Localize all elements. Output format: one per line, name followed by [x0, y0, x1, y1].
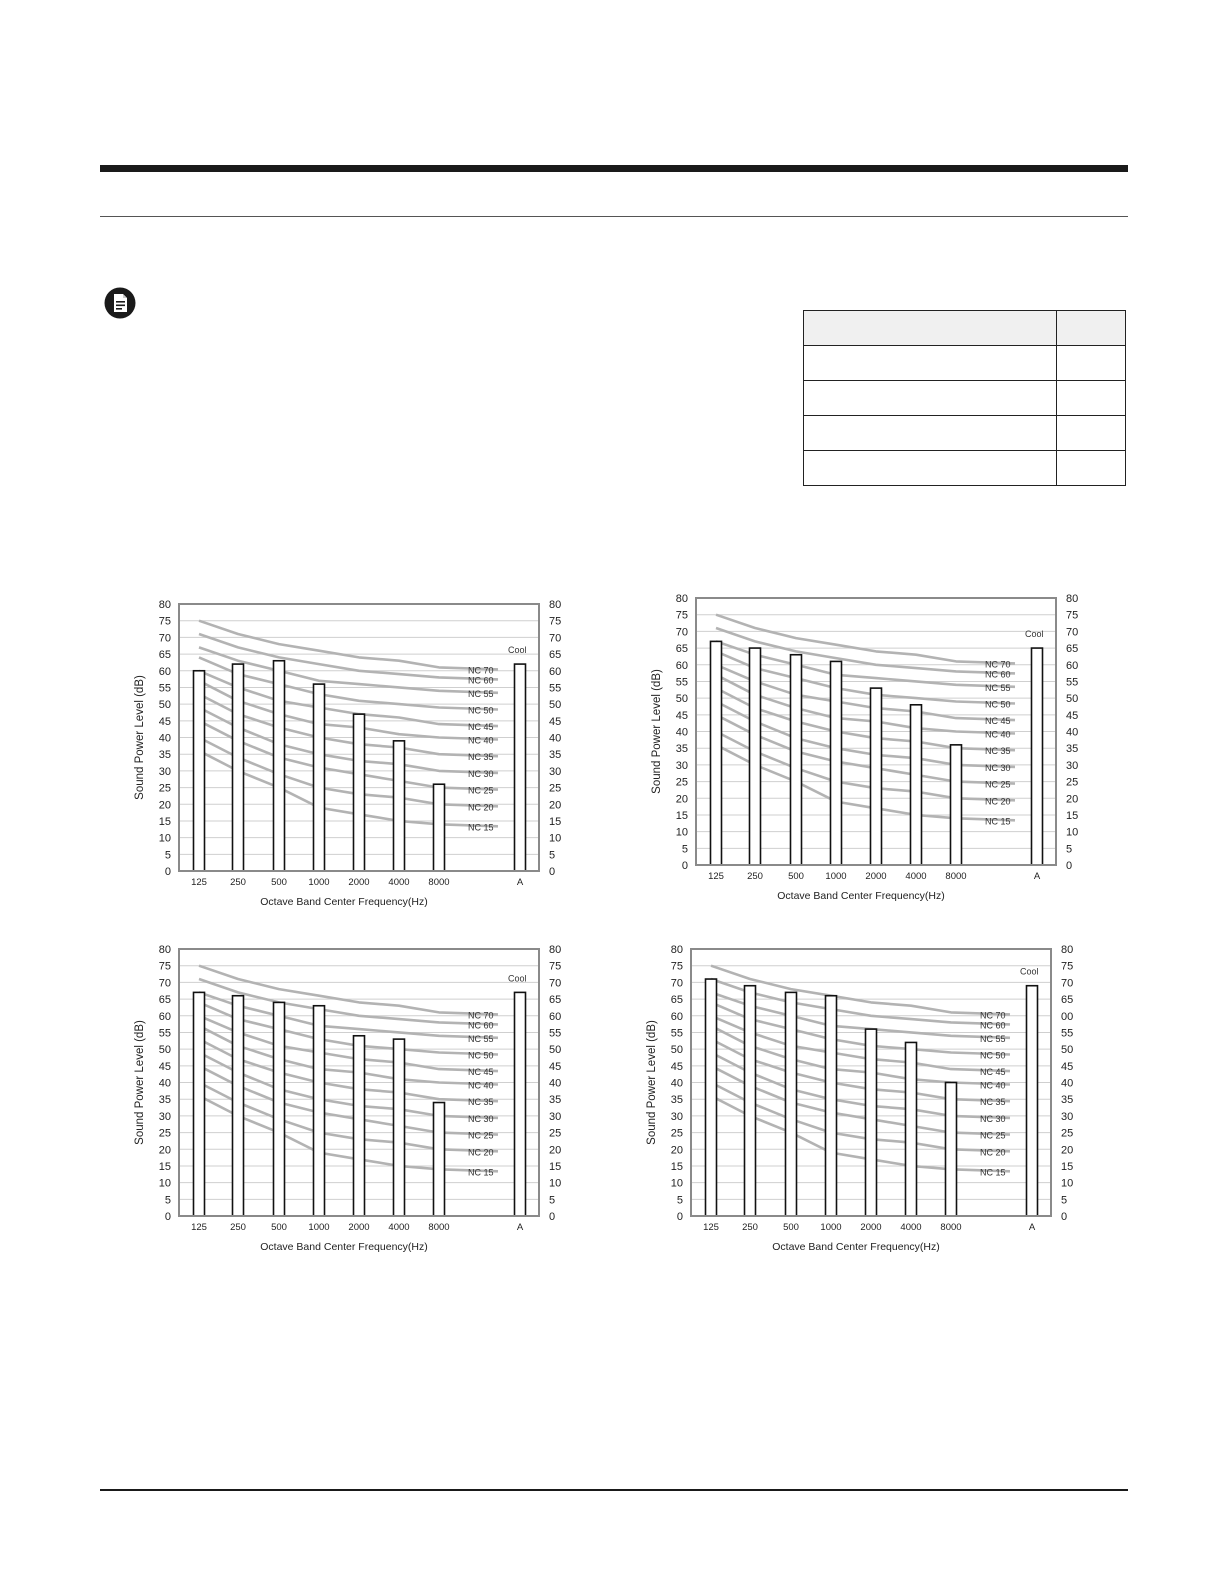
y-tick-label-right: 50 — [549, 699, 562, 712]
x-tick-label: 1000 — [825, 871, 847, 882]
y-tick-label-left: 20 — [670, 1144, 683, 1157]
spec-cell — [804, 416, 1057, 451]
y-tick-label-left: 65 — [158, 994, 171, 1007]
y-tick-label-right: 75 — [549, 960, 562, 973]
y-tick-label-left: 75 — [158, 615, 171, 628]
nc-curve-label: NC 45 — [468, 1067, 494, 1078]
y-tick-label-left: 55 — [158, 682, 171, 695]
nc-curve-label: NC 50 — [980, 1050, 1006, 1061]
spec-table-row — [804, 416, 1126, 451]
y-tick-label-right: 75 — [1061, 960, 1074, 973]
bar — [194, 992, 205, 1216]
y-tick-label-left: 25 — [670, 1127, 683, 1140]
nc-curve-label: NC 50 — [468, 705, 494, 716]
bar — [911, 705, 922, 865]
y-tick-label-left: 70 — [158, 977, 171, 990]
nc-curve-label: NC 35 — [468, 1097, 494, 1108]
bar — [791, 655, 802, 865]
bar — [1027, 986, 1038, 1216]
bar — [866, 1029, 877, 1216]
y-tick-label-right: 60 — [549, 1010, 562, 1023]
nc-curve-label: NC 30 — [468, 1113, 494, 1124]
y-tick-label-right: 15 — [1066, 809, 1079, 822]
bar — [394, 1039, 405, 1216]
y-tick-label-left: 10 — [675, 826, 688, 839]
x-tick-label: 2000 — [348, 1222, 370, 1233]
x-axis-title: Octave Band Center Frequency(Hz) — [772, 1241, 940, 1253]
spec-table-header — [804, 311, 1126, 346]
nc-curve-label: NC 20 — [985, 796, 1011, 807]
bar — [354, 714, 365, 871]
y-tick-label-right: 25 — [1066, 776, 1079, 789]
y-tick-label-left: 80 — [675, 593, 688, 605]
spec-cell — [1057, 346, 1126, 381]
spec-table-row — [804, 346, 1126, 381]
chart-svg — [640, 937, 1095, 1267]
nc-curve-label: NC 50 — [985, 699, 1011, 710]
y-tick-label-right: 15 — [549, 1160, 562, 1173]
y-tick-label-left: 40 — [675, 726, 688, 739]
y-tick-label-left: 55 — [670, 1027, 683, 1040]
nc-curve-label: NC 40 — [985, 729, 1011, 740]
y-tick-label-left: 60 — [675, 659, 688, 672]
nc-curve-label: NC 70 — [985, 659, 1011, 670]
y-tick-label-right: 0 — [1066, 860, 1073, 872]
x-tick-label: A — [516, 877, 524, 888]
x-tick-label: 125 — [708, 871, 724, 882]
bar — [831, 661, 842, 865]
spec-cell — [804, 451, 1057, 486]
y-tick-label-right: 0 — [549, 866, 556, 878]
x-tick-label: A — [516, 1222, 524, 1233]
y-tick-label-right: 25 — [549, 782, 562, 795]
nc-curve-label: NC 45 — [980, 1067, 1006, 1078]
x-tick-label: 2000 — [865, 871, 887, 882]
x-axis-title: Octave Band Center Frequency(Hz) — [260, 896, 428, 908]
nc-curve-label: NC 15 — [980, 1167, 1006, 1178]
y-tick-label-right: 75 — [1066, 609, 1079, 622]
spec-cell — [1057, 451, 1126, 486]
nc-curve-label: NC 60 — [468, 1020, 494, 1031]
bar — [826, 996, 837, 1216]
x-tick-label: 125 — [191, 1222, 207, 1233]
y-axis-title: Sound Power Level (dB) — [646, 1020, 658, 1145]
nc-curve-label: NC 70 — [980, 1010, 1006, 1021]
y-tick-label-left: 25 — [158, 1127, 171, 1140]
y-tick-label-right: 45 — [1066, 709, 1079, 722]
y-tick-label-left: 80 — [670, 944, 683, 956]
y-tick-label-left: 40 — [670, 1077, 683, 1090]
y-tick-label-right: 60 — [549, 665, 562, 678]
x-tick-label: 500 — [271, 877, 287, 888]
y-tick-label-right: 20 — [1066, 793, 1079, 806]
bar — [706, 979, 717, 1216]
nc-curve-label: NC 25 — [980, 1130, 1006, 1141]
y-tick-label-right: 55 — [1061, 1027, 1074, 1040]
y-tick-label-left: 30 — [158, 765, 171, 778]
nc-curve-label: NC 25 — [985, 779, 1011, 790]
document-note-icon — [104, 287, 136, 319]
y-tick-label-right: 55 — [549, 1027, 562, 1040]
bar — [314, 684, 325, 871]
y-tick-label-right: 45 — [1061, 1060, 1074, 1073]
x-tick-label: 500 — [783, 1222, 799, 1233]
bar — [314, 1006, 325, 1216]
y-tick-label-right: 65 — [549, 649, 562, 662]
y-tick-label-left: 70 — [670, 977, 683, 990]
nc-curve-label: NC 40 — [468, 1080, 494, 1091]
y-tick-label-left: 20 — [158, 1144, 171, 1157]
y-tick-label-right: 65 — [1061, 994, 1074, 1007]
y-tick-label-right: 50 — [1066, 693, 1079, 706]
bar — [434, 1103, 445, 1216]
x-tick-label: 1000 — [308, 877, 330, 888]
footer-rule — [100, 1489, 1128, 1491]
nc-curve-label: NC 40 — [980, 1080, 1006, 1091]
y-tick-label-right: 35 — [549, 1094, 562, 1107]
y-tick-label-left: 25 — [158, 782, 171, 795]
y-tick-label-right: 5 — [549, 1194, 556, 1207]
bar — [951, 745, 962, 865]
bar — [1032, 648, 1043, 865]
y-tick-label-right: 30 — [1061, 1110, 1074, 1123]
nc-curve-label: NC 25 — [468, 1130, 494, 1141]
y-tick-label-right: 40 — [549, 1077, 562, 1090]
x-tick-label: 500 — [788, 871, 804, 882]
y-tick-label-right: 30 — [1066, 759, 1079, 772]
y-tick-label-left: 45 — [675, 709, 688, 722]
x-tick-label: 250 — [747, 871, 763, 882]
nc-curve-label: NC 55 — [980, 1033, 1006, 1044]
y-tick-label-left: 5 — [164, 1194, 171, 1207]
nc-curve-label: NC 30 — [468, 768, 494, 779]
y-tick-label-right: 20 — [549, 1144, 562, 1157]
y-tick-label-left: 35 — [158, 749, 171, 762]
y-tick-label-right: 50 — [549, 1044, 562, 1057]
y-tick-label-right: 80 — [549, 599, 562, 611]
bar — [515, 664, 526, 871]
spec-cell — [804, 346, 1057, 381]
spec-cell — [1057, 416, 1126, 451]
y-tick-label-right: 55 — [1066, 676, 1079, 689]
y-tick-label-right: 25 — [549, 1127, 562, 1140]
nc-curve-label: NC 25 — [468, 785, 494, 796]
y-tick-label-left: 15 — [158, 815, 171, 828]
nc-curve-label: NC 20 — [468, 1147, 494, 1158]
chart-svg — [128, 592, 583, 922]
bar-label-cool: Cool — [1025, 629, 1044, 640]
bar — [871, 688, 882, 865]
nc-curve-label: NC 15 — [468, 822, 494, 833]
y-tick-label-right: 5 — [1061, 1194, 1068, 1207]
x-tick-label: 500 — [271, 1222, 287, 1233]
x-tick-label: 1000 — [308, 1222, 330, 1233]
y-tick-label-left: 30 — [675, 759, 688, 772]
bar — [274, 661, 285, 871]
y-tick-label-right: 40 — [549, 732, 562, 745]
y-tick-label-left: 10 — [670, 1177, 683, 1190]
y-tick-label-right: 45 — [549, 715, 562, 728]
y-tick-label-left: 5 — [681, 843, 688, 856]
y-tick-label-right: 10 — [1061, 1177, 1074, 1190]
x-axis-title: Octave Band Center Frequency(Hz) — [777, 890, 945, 902]
y-tick-label-left: 5 — [676, 1194, 683, 1207]
bar-label-cool: Cool — [1020, 966, 1039, 977]
bar — [434, 784, 445, 871]
bar-label-cool: Cool — [508, 973, 527, 984]
y-tick-label-right: 00 — [1061, 1010, 1074, 1023]
x-tick-label: 4000 — [905, 871, 927, 882]
y-tick-label-left: 65 — [158, 649, 171, 662]
chart-svg — [128, 937, 583, 1267]
nc-curve-label: NC 70 — [468, 665, 494, 676]
nc-curve-label: NC 40 — [468, 735, 494, 746]
nc-curve-label: NC 35 — [985, 746, 1011, 757]
x-tick-label: 8000 — [428, 1222, 450, 1233]
y-tick-label-left: 0 — [676, 1211, 683, 1223]
x-tick-label: A — [1028, 1222, 1036, 1233]
y-tick-label-left: 0 — [164, 866, 171, 878]
nc-curve-label: NC 60 — [985, 669, 1011, 680]
x-tick-label: 250 — [742, 1222, 758, 1233]
nc-curve-label: NC 30 — [980, 1113, 1006, 1124]
bar — [786, 992, 797, 1216]
nc-curve-label: NC 45 — [468, 722, 494, 733]
y-tick-label-right: 20 — [549, 799, 562, 812]
y-tick-label-right: 80 — [549, 944, 562, 956]
y-axis-title: Sound Power Level (dB) — [134, 675, 146, 800]
y-tick-label-left: 10 — [158, 832, 171, 845]
y-tick-label-right: 60 — [1066, 659, 1079, 672]
bar — [946, 1083, 957, 1217]
nc-curve-label: NC 55 — [468, 688, 494, 699]
bar — [750, 648, 761, 865]
spec-cell — [1057, 311, 1126, 346]
nc-curve-label: NC 60 — [980, 1020, 1006, 1031]
nc-chart-bottom-right — [640, 937, 1095, 1267]
y-tick-label-right: 5 — [549, 849, 556, 862]
x-tick-label: 125 — [703, 1222, 719, 1233]
bar — [233, 996, 244, 1216]
y-tick-label-right: 5 — [1066, 843, 1073, 856]
y-tick-label-right: 15 — [1061, 1160, 1074, 1173]
y-tick-label-right: 70 — [549, 632, 562, 645]
y-tick-label-right: 30 — [549, 765, 562, 778]
y-tick-label-left: 40 — [158, 732, 171, 745]
nc-chart-bottom-left — [128, 937, 583, 1267]
y-tick-label-left: 65 — [675, 643, 688, 656]
y-tick-label-left: 65 — [670, 994, 683, 1007]
y-tick-label-left: 45 — [158, 1060, 171, 1073]
spec-table-row — [804, 451, 1126, 486]
x-tick-label: 4000 — [388, 1222, 410, 1233]
y-tick-label-right: 75 — [549, 615, 562, 628]
x-tick-label: 4000 — [388, 877, 410, 888]
x-tick-label: 4000 — [900, 1222, 922, 1233]
nc-curve-label: NC 50 — [468, 1050, 494, 1061]
nc-curve-label: NC 55 — [985, 682, 1011, 693]
bar — [274, 1002, 285, 1216]
y-tick-label-left: 45 — [670, 1060, 683, 1073]
y-tick-label-left: 30 — [158, 1110, 171, 1123]
y-tick-label-left: 55 — [675, 676, 688, 689]
y-tick-label-right: 80 — [1066, 593, 1079, 605]
y-tick-label-right: 80 — [1061, 944, 1074, 956]
bar — [711, 641, 722, 865]
y-tick-label-left: 15 — [675, 809, 688, 822]
y-tick-label-right: 15 — [549, 815, 562, 828]
y-tick-label-right: 0 — [1061, 1211, 1068, 1223]
x-tick-label: A — [1033, 871, 1041, 882]
spec-table — [803, 310, 1126, 486]
nc-curve-label: NC 45 — [985, 716, 1011, 727]
y-tick-label-left: 30 — [670, 1110, 683, 1123]
y-tick-label-right: 70 — [1061, 977, 1074, 990]
spec-cell — [804, 311, 1057, 346]
nc-curve-label: NC 30 — [985, 762, 1011, 773]
bar-label-cool: Cool — [508, 645, 527, 656]
y-tick-label-left: 35 — [675, 743, 688, 756]
y-tick-label-left: 80 — [158, 944, 171, 956]
y-tick-label-left: 0 — [164, 1211, 171, 1223]
y-tick-label-right: 25 — [1061, 1127, 1074, 1140]
header-rule-thick — [100, 165, 1128, 172]
x-tick-label: 250 — [230, 877, 246, 888]
y-tick-label-left: 10 — [158, 1177, 171, 1190]
x-tick-label: 8000 — [945, 871, 967, 882]
y-tick-label-left: 70 — [675, 626, 688, 639]
nc-curve-label: NC 35 — [980, 1097, 1006, 1108]
y-tick-label-left: 75 — [675, 609, 688, 622]
bar — [394, 741, 405, 871]
nc-curve-label: NC 20 — [980, 1147, 1006, 1158]
y-tick-label-left: 50 — [670, 1044, 683, 1057]
x-tick-label: 2000 — [348, 877, 370, 888]
y-tick-label-right: 10 — [1066, 826, 1079, 839]
y-tick-label-left: 35 — [158, 1094, 171, 1107]
nc-curve-label: NC 20 — [468, 802, 494, 813]
y-tick-label-right: 35 — [1061, 1094, 1074, 1107]
y-tick-label-left: 70 — [158, 632, 171, 645]
y-tick-label-left: 5 — [164, 849, 171, 862]
y-tick-label-left: 55 — [158, 1027, 171, 1040]
x-axis-title: Octave Band Center Frequency(Hz) — [260, 1241, 428, 1253]
nc-curve-label: NC 55 — [468, 1033, 494, 1044]
y-tick-label-right: 70 — [549, 977, 562, 990]
nc-curve-label: NC 15 — [985, 816, 1011, 827]
x-tick-label: 2000 — [860, 1222, 882, 1233]
y-tick-label-left: 20 — [675, 793, 688, 806]
y-tick-label-right: 55 — [549, 682, 562, 695]
nc-curve-label: NC 35 — [468, 752, 494, 763]
x-tick-label: 8000 — [428, 877, 450, 888]
y-tick-label-right: 35 — [1066, 743, 1079, 756]
y-tick-label-left: 20 — [158, 799, 171, 812]
y-tick-label-left: 45 — [158, 715, 171, 728]
nc-chart-top-right — [645, 586, 1100, 916]
y-tick-label-left: 0 — [681, 860, 688, 872]
spec-table-row — [804, 381, 1126, 416]
y-tick-label-left: 50 — [158, 699, 171, 712]
nc-curve-label: NC 60 — [468, 675, 494, 686]
y-tick-label-right: 65 — [549, 994, 562, 1007]
chart-svg — [645, 586, 1100, 916]
y-tick-label-right: 40 — [1061, 1077, 1074, 1090]
y-tick-label-left: 80 — [158, 599, 171, 611]
y-tick-label-left: 50 — [158, 1044, 171, 1057]
y-axis-title: Sound Power Level (dB) — [651, 669, 663, 794]
x-tick-label: 1000 — [820, 1222, 842, 1233]
y-axis-title: Sound Power Level (dB) — [134, 1020, 146, 1145]
y-tick-label-right: 70 — [1066, 626, 1079, 639]
y-tick-label-right: 40 — [1066, 726, 1079, 739]
y-tick-label-right: 0 — [549, 1211, 556, 1223]
y-tick-label-right: 50 — [1061, 1044, 1074, 1057]
y-tick-label-right: 10 — [549, 1177, 562, 1190]
y-tick-label-left: 15 — [158, 1160, 171, 1173]
bar — [906, 1042, 917, 1216]
y-tick-label-right: 45 — [549, 1060, 562, 1073]
x-tick-label: 8000 — [940, 1222, 962, 1233]
nc-curve-label: NC 15 — [468, 1167, 494, 1178]
bar — [233, 664, 244, 871]
y-tick-label-left: 75 — [670, 960, 683, 973]
y-tick-label-right: 35 — [549, 749, 562, 762]
bar — [745, 986, 756, 1216]
y-tick-label-left: 50 — [675, 693, 688, 706]
y-tick-label-left: 35 — [670, 1094, 683, 1107]
x-tick-label: 250 — [230, 1222, 246, 1233]
bar — [515, 992, 526, 1216]
nc-curve-label: NC 70 — [468, 1010, 494, 1021]
x-tick-label: 125 — [191, 877, 207, 888]
y-tick-label-right: 10 — [549, 832, 562, 845]
y-tick-label-left: 75 — [158, 960, 171, 973]
y-tick-label-left: 40 — [158, 1077, 171, 1090]
y-tick-label-left: 25 — [675, 776, 688, 789]
y-tick-label-right: 65 — [1066, 643, 1079, 656]
spec-cell — [804, 381, 1057, 416]
y-tick-label-right: 30 — [549, 1110, 562, 1123]
y-tick-label-left: 60 — [158, 665, 171, 678]
nc-chart-top-left — [128, 592, 583, 922]
spec-cell — [1057, 381, 1126, 416]
header-rule-thin — [100, 216, 1128, 217]
y-tick-label-right: 20 — [1061, 1144, 1074, 1157]
y-tick-label-left: 60 — [158, 1010, 171, 1023]
bar — [354, 1036, 365, 1216]
y-tick-label-left: 60 — [670, 1010, 683, 1023]
y-tick-label-left: 15 — [670, 1160, 683, 1173]
bar — [194, 671, 205, 871]
